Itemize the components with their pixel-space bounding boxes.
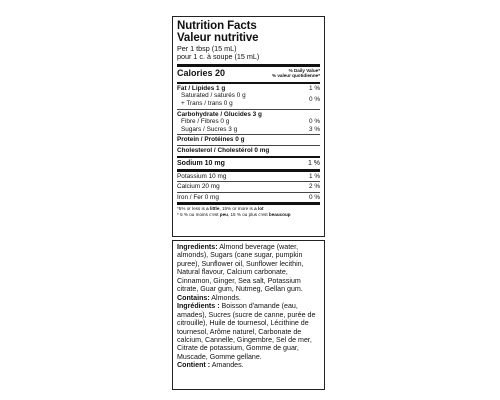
nutrition-facts-panel (172, 16, 325, 237)
serving-size (177, 45, 320, 62)
footnote (177, 205, 320, 217)
carb-section (177, 110, 320, 135)
fat-pct: 1 % (308, 84, 320, 92)
fat-section (177, 84, 320, 109)
title-fr: Valeur nutritive (177, 32, 259, 44)
fat-label: Fat / Lipides 1 g (177, 84, 226, 92)
contains-en: Contains: Almonds. (177, 293, 241, 302)
sodium-row (177, 158, 320, 169)
carb-label: Carbohydrate / Glucides 3 g (177, 110, 262, 118)
sodium-label: Sodium 10 mg (177, 159, 225, 167)
calcium-label: Calcium 20 mg (177, 183, 220, 191)
dv-header-en: % Daily Value* (288, 67, 320, 73)
footnote-en: *5% or less is a little, 15% or more is a lot (177, 206, 264, 212)
potassium-label: Potassium 10 mg (177, 172, 227, 180)
carb-row (177, 111, 320, 119)
sugars-pct: 3 % (308, 125, 320, 133)
calories-row (177, 67, 320, 82)
iron-pct: 0 % (308, 193, 320, 201)
saturated-label: Saturated / saturés 0 g (181, 92, 246, 100)
fat-subgroup (177, 92, 320, 107)
contains-fr: Contient : Amandes. (177, 361, 244, 370)
calories: Calories 20 (177, 67, 226, 78)
footnote-fr: * 5 % ou moins c'est peu, 15 % ou plus c'est beaucoup (177, 211, 291, 217)
fibre-pct: 0 % (308, 118, 320, 126)
serving-en: Per 1 tbsp (15 mL) (177, 44, 237, 53)
dv-header-fr: % valeur quotidienne* (272, 73, 320, 79)
ingredients-en: Ingredients: Almond beverage (water, almonds), Sugars (cane sugar, pumpkin puree), Sunflower oil, Sunflower lecithin, Natural flavour, Calcium carbonate, Cinnamon, Ginger, Sea salt, Potassium citrate, Guar gum, Nutmeg, Gellan gum. (177, 243, 304, 294)
ingredients-fr: Ingrédients : Boisson d'amande (eau, amades), Sucres (sucre de canne, purée de citrouille), Huile de tournesol, Lécithine de tournesol, Arôme naturel, Carbonate de calcium, Cannelle, Gingembre, Sel de mer, Citrate de potassium, Gomme de guar, Muscade, Gomme gellane. (177, 302, 316, 361)
daily-value-header (272, 67, 320, 78)
fat-sub-pct: 0 % (308, 96, 320, 104)
potassium-row (177, 172, 320, 182)
protein-row (177, 135, 320, 145)
trans-label: + Trans / trans 0 g (181, 100, 233, 107)
cholesterol-label: Cholesterol / Cholestérol 0 mg (177, 146, 270, 154)
calcium-row (177, 182, 320, 192)
protein-label: Protein / Protéines 0 g (177, 136, 245, 144)
ingredients-panel (172, 240, 325, 390)
fibre-label: Fibre / Fibres 0 g (181, 118, 230, 126)
fat-row (177, 85, 320, 93)
sodium-pct: 1 % (307, 159, 320, 167)
potassium-pct: 1 % (308, 172, 320, 180)
sugars-row (177, 126, 320, 134)
title-en: Nutrition Facts (177, 20, 257, 32)
cholesterol-row (177, 146, 320, 156)
calcium-pct: 2 % (308, 183, 320, 191)
iron-row (177, 193, 320, 203)
fibre-row (177, 118, 320, 126)
serving-fr: pour 1 c. à soupe (15 mL) (177, 52, 260, 62)
iron-label: Iron / Fer 0 mg (177, 193, 219, 201)
sugars-label: Sugars / Sucres 3 g (181, 125, 238, 133)
